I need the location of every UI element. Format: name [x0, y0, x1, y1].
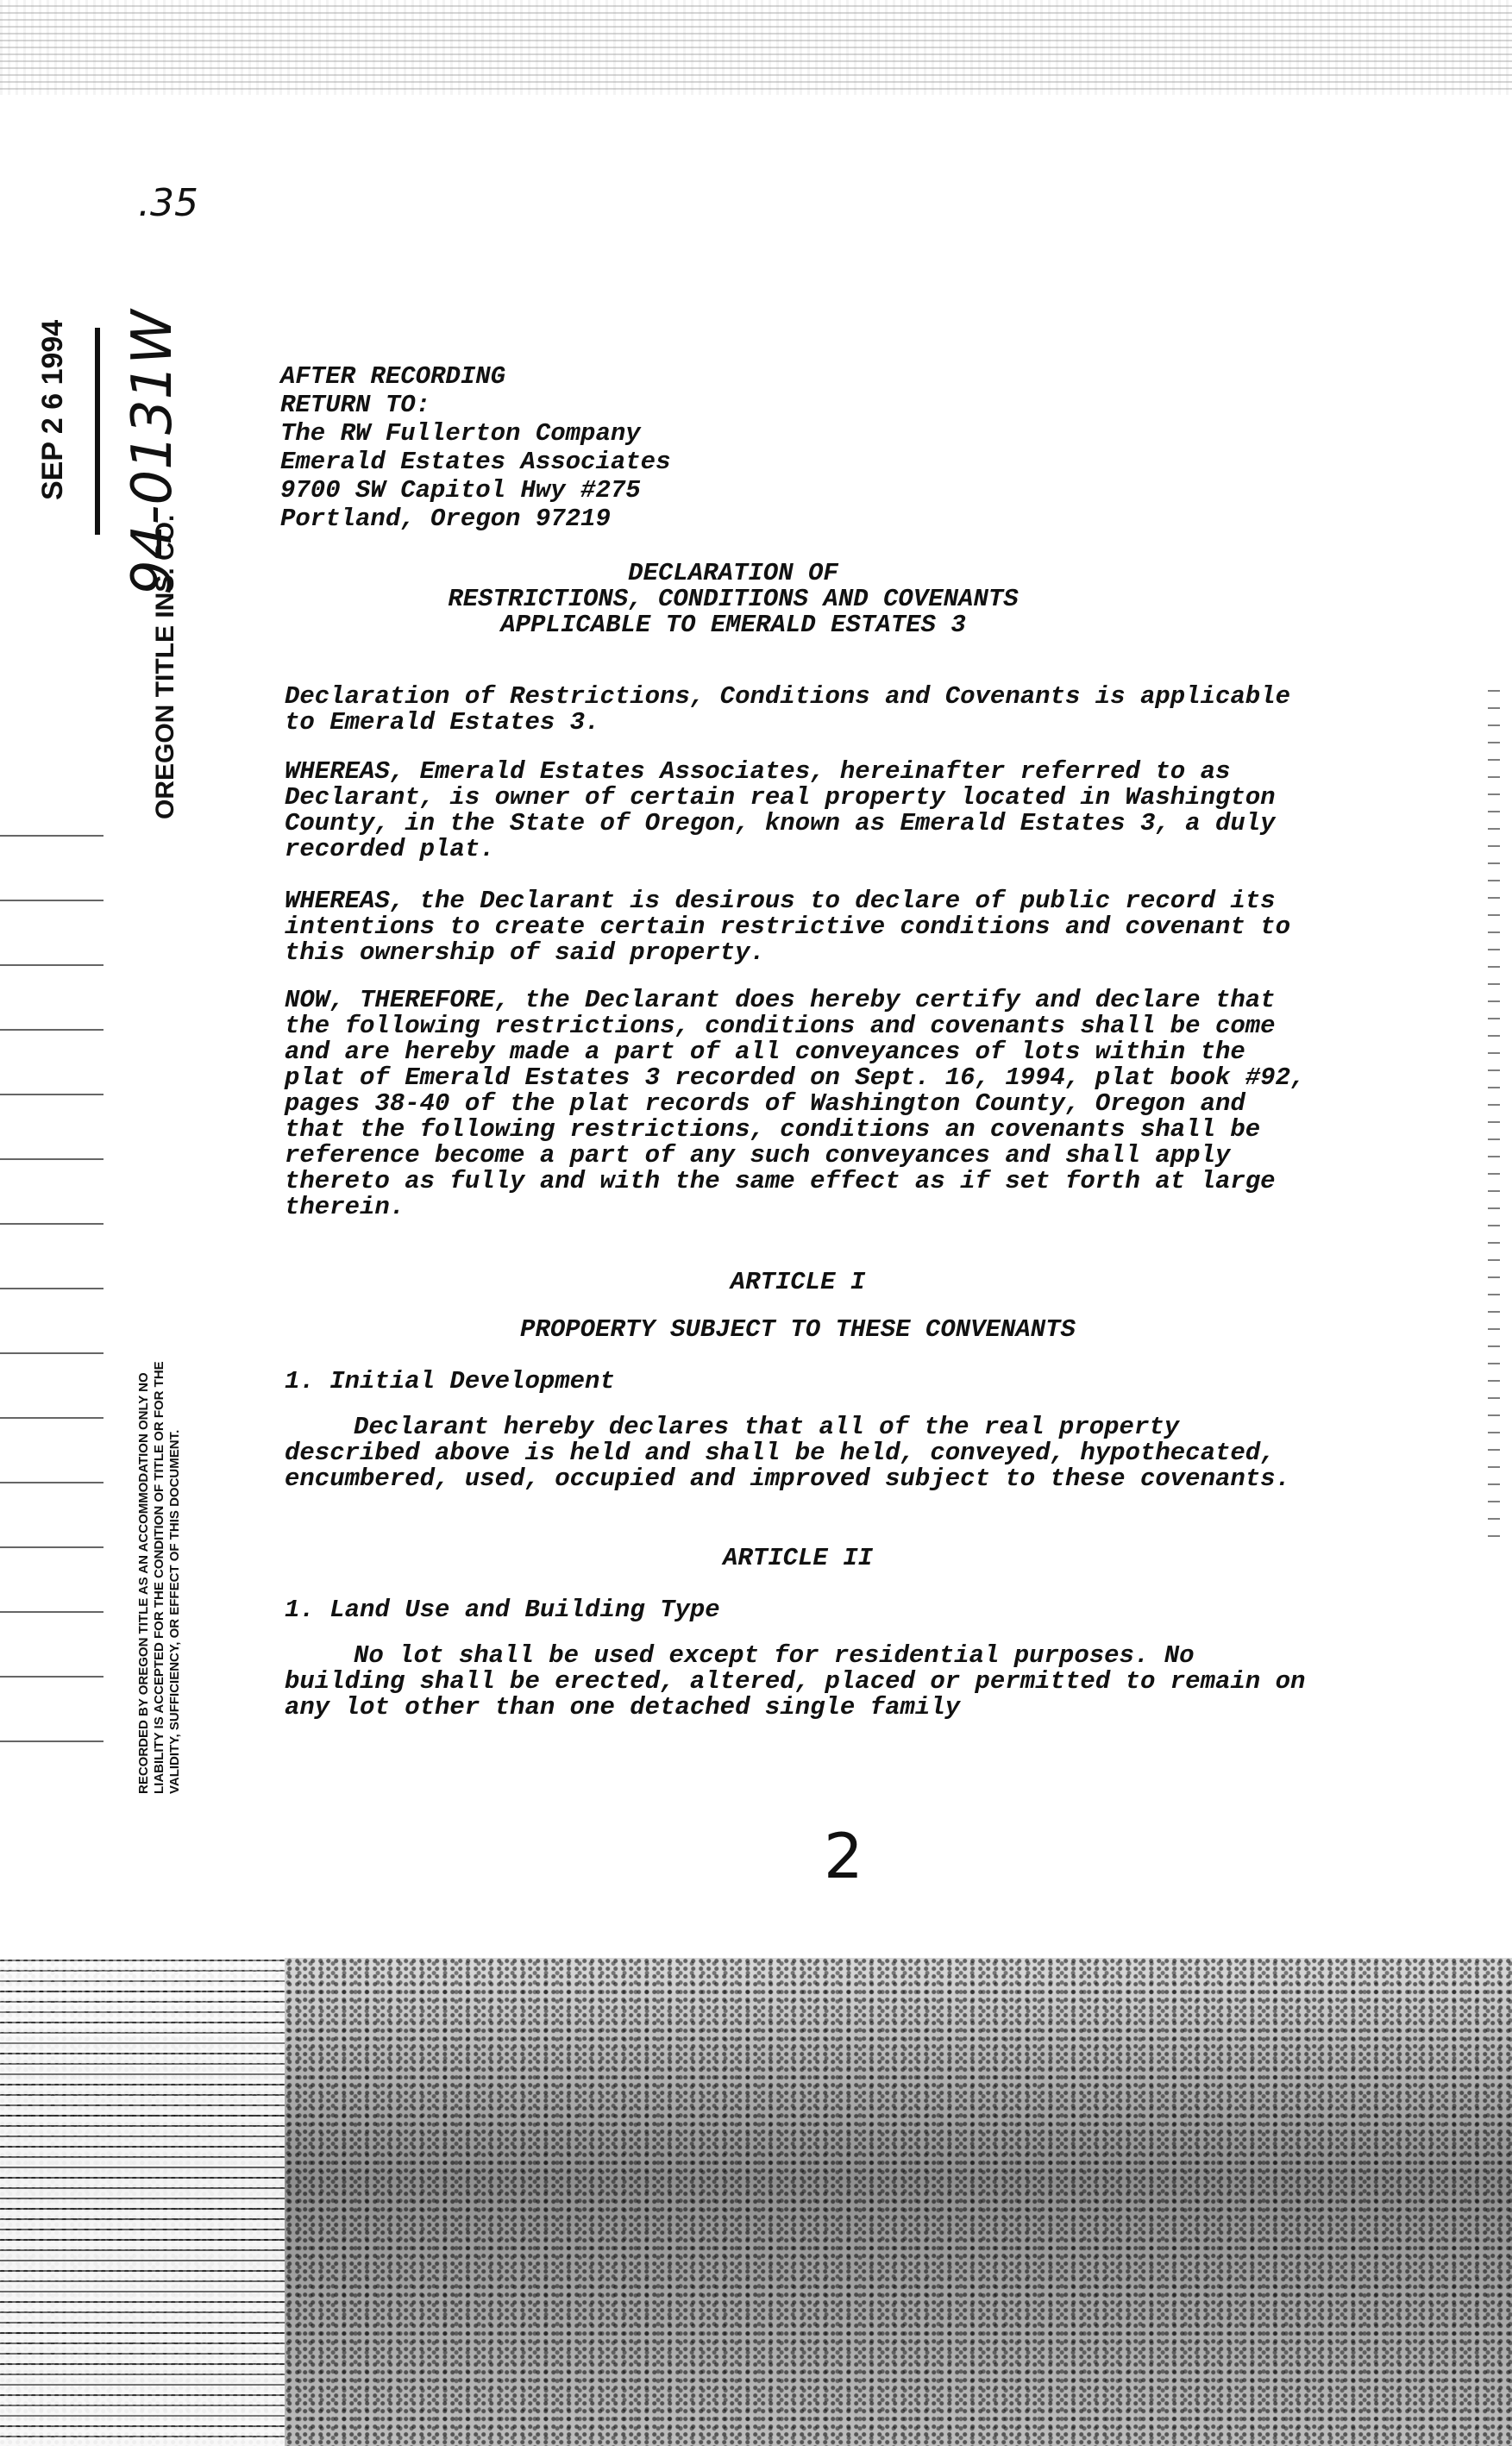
disclaimer-line: RECORDED BY OREGON TITLE AS AN ACCOMMODATION ONLY NO [136, 1372, 151, 1794]
return-line: Portland, Oregon 97219 [280, 505, 611, 533]
scan-lines-bottom [0, 1958, 285, 2446]
disclaimer-line: VALIDITY, SUFFICIENCY, OR EFFECT OF THIS DOCUMENT. [167, 1429, 182, 1794]
now-therefore-paragraph: NOW, THEREFORE, the Declarant does hereby certify and declare that the following restrictions, conditions and covenants shall be come and are hereby made a part of all conveyances of lots within the plat of Emerald Estates 3 recorded on Sept. 16, 1994, plat book #92, pages 38-40 of the plat records of Washington County, Oregon and that the following restrictions, conditions an covenants shall be reference become a part of any such conveyances and shall apply thereto as fully and with the same effect as if set forth at large therein. [285, 986, 1306, 1221]
article-2-text: No lot shall be used except for residential purposes. No building shall be erected, altered, placed or permitted to remain on any lot other than one detached single family [285, 1641, 1306, 1722]
document-number: 94-0131W [121, 310, 185, 595]
return-line: AFTER RECORDING [280, 362, 506, 391]
disclaimer-line: LIABILITY IS ACCEPTED FOR THE CONDITION OF TITLE OR FOR THE [152, 1361, 166, 1794]
return-address [280, 362, 670, 533]
scan-marks-right [1488, 690, 1500, 1552]
intro-paragraph: Declaration of Restrictions, Conditions and Covenants is applicable to Emerald Estates 3. [285, 682, 1290, 737]
article-1-text: Declarant hereby declares that all of the real property described above is held and shall be held, conveyed, hypothecated, encumbered, used, occupied and improved subject to these covenants. [285, 1413, 1290, 1493]
title-line: APPLICABLE TO EMERALD ESTATES 3 [500, 611, 966, 639]
article-2-heading: ARTICLE II [722, 1544, 874, 1572]
return-line: The RW Fullerton Company [280, 419, 641, 448]
article-1-subheading: PROPOERTY SUBJECT TO THESE CONVENANTS [520, 1315, 1076, 1344]
page-reference: .35 [138, 181, 198, 225]
scan-noise-top [0, 0, 1512, 95]
article-2-section-title: 1. Land Use and Building Type [285, 1596, 720, 1624]
recording-disclaimer [136, 1361, 183, 1794]
whereas-paragraph-1: WHEREAS, Emerald Estates Associates, hereinafter referred to as Declarant, is owner of certain real property located in Washington County, in the State of Oregon, known as Emerald Estates 3, a duly recorded plat. [285, 757, 1276, 863]
whereas-paragraph-2: WHEREAS, the Declarant is desirous to declare of public record its intentions to create certain restrictive conditions and covenant to this ownership of said property. [285, 887, 1290, 967]
return-line: 9700 SW Capitol Hwy #275 [280, 476, 641, 505]
margin-rule [95, 328, 100, 535]
scan-marks-left [0, 828, 104, 1777]
page-number: 2 [824, 1820, 863, 1892]
document-title [259, 561, 1208, 638]
article-1-section-title: 1. Initial Development [285, 1367, 615, 1395]
title-line: RESTRICTIONS, CONDITIONS AND COVENANTS [448, 585, 1019, 613]
return-line: Emerald Estates Associates [280, 448, 671, 476]
return-line: RETURN TO: [280, 391, 431, 419]
recorded-date-stamp: SEP 2 6 1994 [36, 319, 69, 500]
title-line: DECLARATION OF [628, 559, 838, 587]
title-company-stamp: OREGON TITLE INS. CO. [151, 514, 179, 819]
article-1-heading: ARTICLE I [730, 1268, 866, 1296]
